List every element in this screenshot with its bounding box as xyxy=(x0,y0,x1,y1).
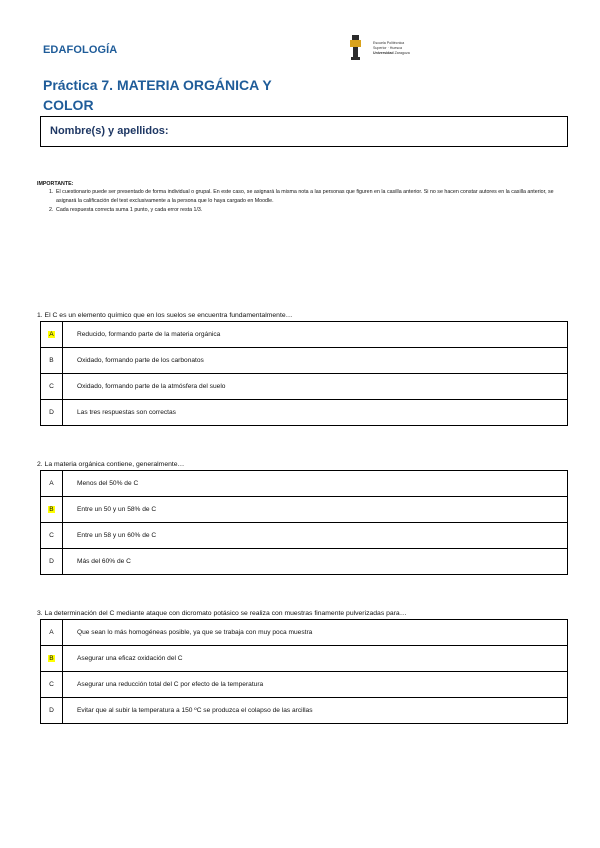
question-3-options xyxy=(40,619,568,724)
university-logo xyxy=(345,34,445,64)
name-field-label: Nombre(s) y apellidos: xyxy=(50,125,169,137)
option-letter: A xyxy=(49,480,54,487)
option-text: Oxidado, formando parte de la atmósfera del suelo xyxy=(63,374,568,400)
option-letter: B xyxy=(49,655,54,662)
option-letter-cell xyxy=(41,549,63,575)
important-list xyxy=(49,188,572,214)
option-letter: C xyxy=(49,383,54,390)
question-1-options xyxy=(40,321,568,426)
important-item xyxy=(49,206,572,214)
important-title: IMPORTANTE: xyxy=(37,181,74,187)
logo-line-2: Superior · Huesca xyxy=(373,46,402,50)
option-letter: B xyxy=(49,506,54,513)
title-line-2: COLOR xyxy=(43,97,94,113)
option-letter: C xyxy=(49,532,54,539)
option-letter-cell xyxy=(41,374,63,400)
option-letter-cell xyxy=(41,523,63,549)
option-letter: D xyxy=(49,409,54,416)
important-item-text: Cada respuesta correcta suma 1 punto, y cada error resta 1/3. xyxy=(56,207,203,214)
option-letter: C xyxy=(49,681,54,688)
option-row[interactable] xyxy=(41,672,568,698)
option-text: Evitar que al subir la temperatura a 150 ºC se produzca el colapso de las arcillas xyxy=(63,698,568,724)
logo-line-3-strong: Universidad xyxy=(373,51,394,55)
option-row[interactable] xyxy=(41,549,568,575)
option-letter: A xyxy=(49,331,54,338)
option-text: Más del 60% de C xyxy=(63,549,568,575)
important-item-number: 1. xyxy=(49,189,54,196)
option-row[interactable] xyxy=(41,471,568,497)
question-1-text: 1. El C es un elemento químico que en los suelos se encuentra fundamentalmente… xyxy=(37,312,293,319)
logo-emblem-icon xyxy=(347,35,369,61)
subject-heading: EDAFOLOGÍA xyxy=(43,44,118,56)
option-row[interactable] xyxy=(41,620,568,646)
option-row[interactable] xyxy=(41,400,568,426)
option-letter-cell xyxy=(41,672,63,698)
option-letter: D xyxy=(49,558,54,565)
important-notice xyxy=(37,180,572,216)
option-text: Oxidado, formando parte de los carbonatos xyxy=(63,348,568,374)
option-row[interactable] xyxy=(41,523,568,549)
question-2-options xyxy=(40,470,568,575)
option-row[interactable] xyxy=(41,698,568,724)
name-field[interactable] xyxy=(40,116,568,147)
option-letter-cell xyxy=(41,698,63,724)
option-letter-cell xyxy=(41,322,63,348)
option-letter: A xyxy=(49,629,54,636)
title-line-1: Práctica 7. MATERIA ORGÁNICA Y xyxy=(43,77,272,93)
logo-line-3-rest: Zaragoza xyxy=(393,51,410,55)
logo-line-1: Escuela Politécnica xyxy=(373,41,405,45)
option-letter-cell xyxy=(41,620,63,646)
important-item-text: El cuestionario puede ser presentado de forma individual o grupal. En este caso, se asignará la misma nota a las personas que figuren en la casilla anterior. Si no se hacen constar autores en la casilla anterior, se asignará la calificación del test exclusivamente a la persona que lo haya cargado en Moodle. xyxy=(56,189,554,204)
option-letter-cell xyxy=(41,646,63,672)
logo-line-3 xyxy=(373,51,410,56)
option-text: Entre un 58 y un 60% de C xyxy=(63,523,568,549)
option-text: Menos del 50% de C xyxy=(63,471,568,497)
question-2-text: 2. La materia orgánica contiene, generalmente… xyxy=(37,461,185,468)
page-title xyxy=(43,75,323,115)
option-text: Asegurar una reducción total del C por efecto de la temperatura xyxy=(63,672,568,698)
option-letter: B xyxy=(49,357,54,364)
option-row[interactable] xyxy=(41,322,568,348)
option-letter-cell xyxy=(41,497,63,523)
option-letter-cell xyxy=(41,400,63,426)
question-3-text: 3. La determinación del C mediante ataque con dicromato potásico se realiza con muestras finamente pulverizadas para… xyxy=(37,610,407,617)
option-row[interactable] xyxy=(41,497,568,523)
option-letter: D xyxy=(49,707,54,714)
option-text: Entre un 50 y un 58% de C xyxy=(63,497,568,523)
important-item-number: 2. xyxy=(49,207,54,214)
option-text: Asegurar una eficaz oxidación del C xyxy=(63,646,568,672)
option-letter-cell xyxy=(41,471,63,497)
option-letter-cell xyxy=(41,348,63,374)
option-row[interactable] xyxy=(41,348,568,374)
option-text: Las tres respuestas son correctas xyxy=(63,400,568,426)
option-row[interactable] xyxy=(41,374,568,400)
important-item xyxy=(49,188,572,205)
option-row[interactable] xyxy=(41,646,568,672)
option-text: Reducido, formando parte de la materia orgánica xyxy=(63,322,568,348)
option-text: Que sean lo más homogéneas posible, ya que se trabaja con muy poca muestra xyxy=(63,620,568,646)
